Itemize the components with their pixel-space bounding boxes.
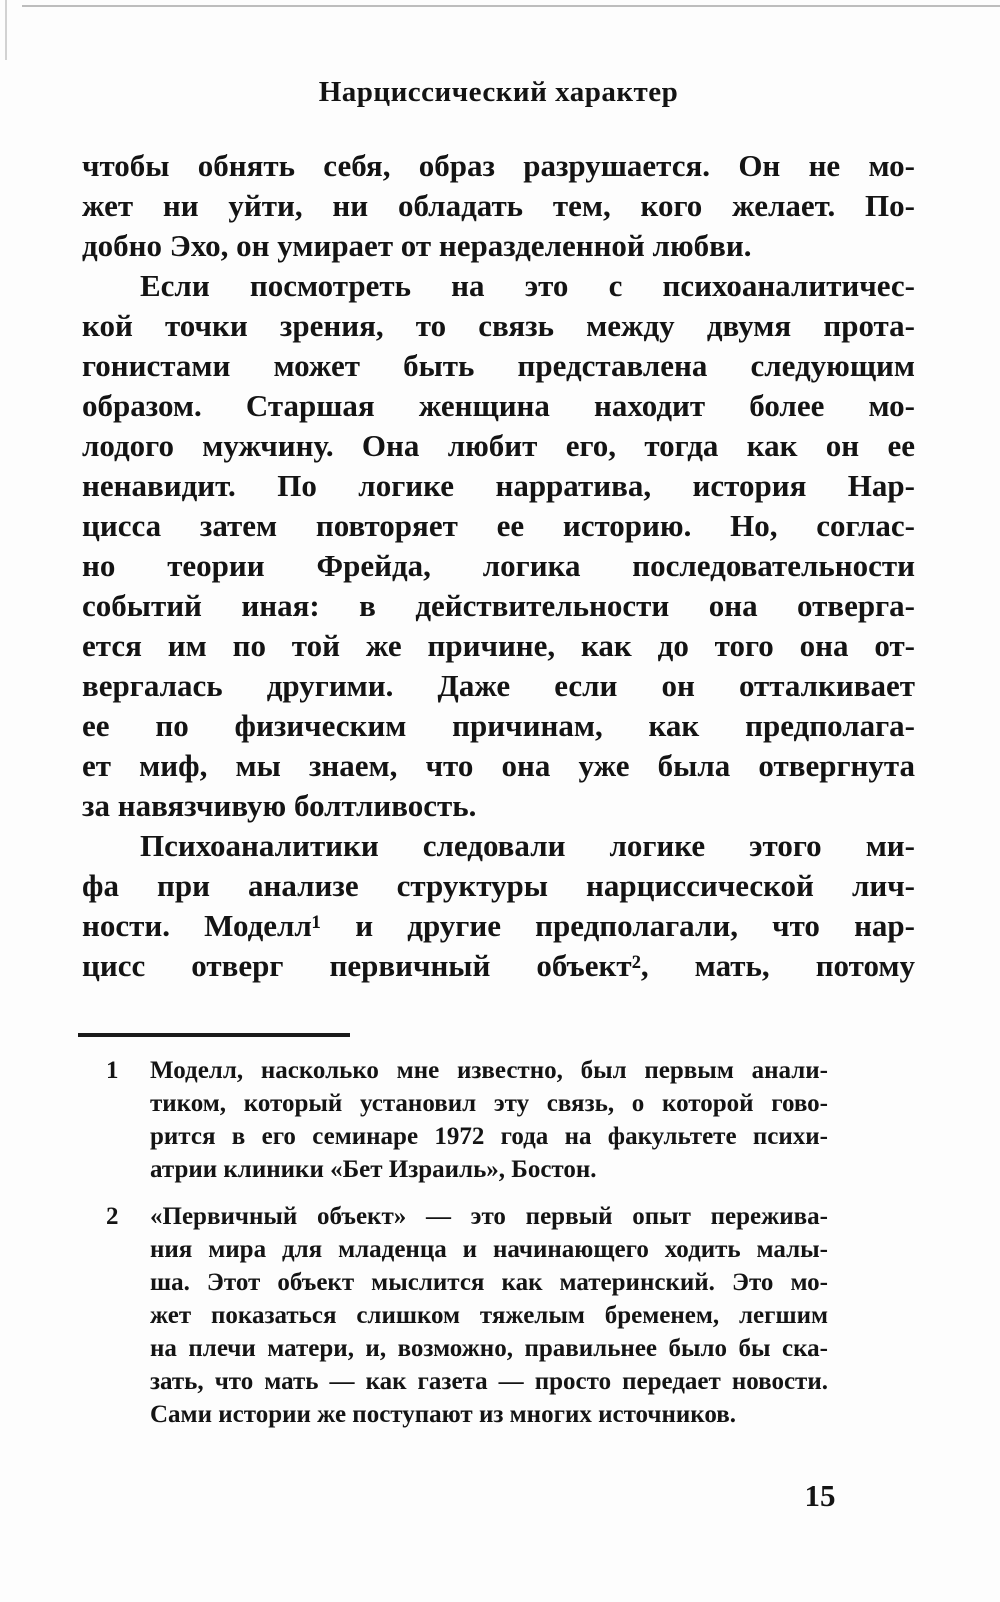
body-text-line: Если посмотреть на это с психоаналитичес- [140, 268, 915, 303]
body-text-line: за навязчивую болтливость. [82, 788, 477, 823]
body-text-line: цисс отверг первичный объект², мать, потому [82, 948, 915, 983]
body-text-line: гонистами может быть представлена следующим [82, 348, 915, 383]
footnote-number: 2 [106, 1203, 119, 1230]
body-text-line: образом. Старшая женщина находит более мо- [82, 388, 915, 423]
scan-artifact-top-edge [22, 5, 1000, 7]
footnote-number: 1 [106, 1057, 119, 1084]
body-text-line: добно Эхо, он умирает от неразделенной любви. [82, 228, 752, 263]
body-text [82, 146, 915, 986]
footnote-text-line: Сами истории же поступают из многих источников. [150, 1401, 737, 1428]
body-text-line: жет ни уйти, ни обладать тем, кого желает. По- [82, 188, 915, 223]
body-text-line: ее по физическим причинам, как предполага- [82, 708, 915, 743]
body-text-line: вергалась другими. Даже если он отталкивает [82, 668, 915, 703]
body-text-line: ности. Моделл¹ и другие предполагали, что нар- [82, 908, 915, 943]
footnote-text-line: рится в его семинаре 1972 года на факультете психи- [150, 1123, 828, 1150]
footnote-text-line: ша. Этот объект мыслится как материнский. Это мо- [150, 1269, 828, 1296]
footnote-text-line: тиком, который установил эту связь, о которой гово- [150, 1090, 828, 1117]
page-number: 15 [804, 1478, 836, 1513]
footnote-text-line: на плечи матери, и, возможно, правильнее было бы ска- [150, 1335, 828, 1362]
body-text-line: чтобы обнять себя, образ разрушается. Он не мо- [82, 148, 915, 183]
footnote-text-line: зать, что мать — как газета — просто передает новости. [150, 1368, 828, 1395]
body-text-line: ется им по той же причине, как до того она от- [82, 628, 915, 663]
footnote-separator [78, 1033, 350, 1037]
running-head: Нарциссический характер [318, 76, 679, 108]
footnote-text [150, 1054, 828, 1186]
scan-artifact-left-edge [5, 0, 7, 60]
body-text-line: но теории Фрейда, логика последовательности [82, 548, 915, 583]
footnote-item [106, 1200, 828, 1431]
footnote-text [150, 1200, 828, 1431]
body-text-line: Психоаналитики следовали логике этого ми- [140, 828, 915, 863]
body-text-line: ет миф, мы знаем, что она уже была отвергнута [82, 748, 915, 783]
body-text-line: кой точки зрения, то связь между двумя прота- [82, 308, 915, 343]
body-text-line: цисса затем повторяет ее историю. Но, соглас- [82, 508, 915, 543]
footnote-text-line: ния мира для младенца и начинающего ходить малы- [150, 1236, 828, 1263]
footnote-text-line: «Первичный объект» — это первый опыт пережива- [150, 1203, 828, 1230]
footnote-item [106, 1054, 828, 1186]
body-text-line: ненавидит. По логике нарратива, история Нар- [82, 468, 915, 503]
footnotes [106, 1054, 828, 1445]
body-text-line: лодого мужчину. Она любит его, тогда как он ее [82, 428, 915, 463]
footnote-text-line: атрии клиники «Бет Израиль», Бостон. [150, 1156, 597, 1183]
footnote-text-line: Моделл, насколько мне известно, был первым анали- [150, 1057, 828, 1084]
body-text-line: событий иная: в действительности она отверга- [82, 588, 915, 623]
body-text-line: фа при анализе структуры нарциссической лич- [82, 868, 915, 903]
footnote-text-line: жет показаться слишком тяжелым бременем, легшим [150, 1302, 828, 1329]
